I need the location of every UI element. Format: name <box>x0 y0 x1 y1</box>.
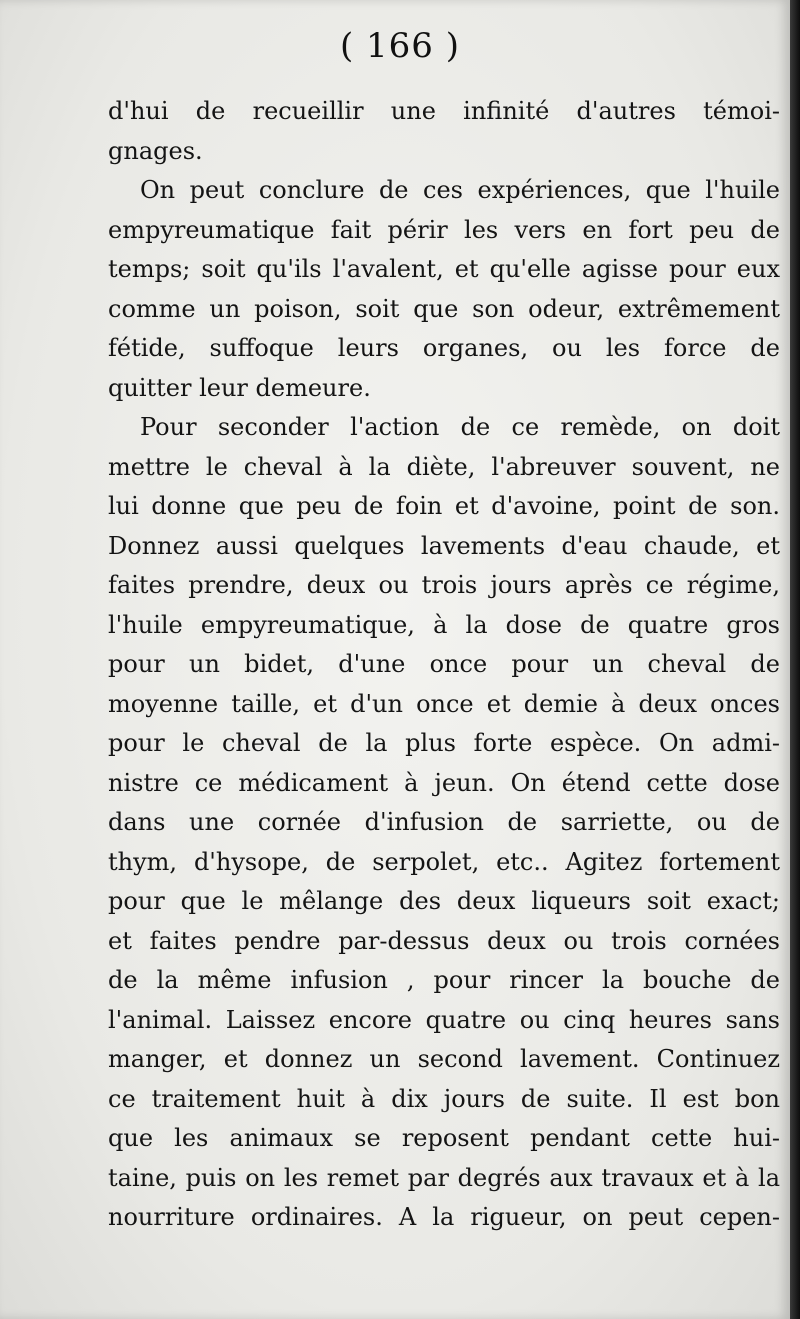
text-line: dans une cornée d'infusion de sarriette, ou de <box>108 808 780 836</box>
text-line: faites prendre, deux ou trois jours après ce régime, <box>108 571 780 599</box>
text-line: pour un bidet, d'une once pour un cheval de <box>108 650 780 678</box>
text-line: l'animal. Laissez encore quatre ou cinq heures sans <box>108 1005 780 1034</box>
text-line: mettre le cheval à la diète, l'abreuver souvent, ne <box>108 452 780 481</box>
page-edge-shadow <box>790 0 800 1319</box>
text-line: moyenne taille, et d'un once et demie à deux onces <box>108 689 780 718</box>
text-line: quitter leur demeure. <box>108 373 371 402</box>
text-line: nourriture ordinaires. A la rigueur, on peut cepen- <box>108 1203 780 1231</box>
text-line: comme un poison, soit que son odeur, extrêmement <box>108 294 780 323</box>
text-line: d'hui de recueillir une infinité d'autres témoi- <box>108 97 780 125</box>
text-line: temps; soit qu'ils l'avalent, et qu'elle agisse pour eux <box>108 255 780 283</box>
text-line: On peut conclure de ces expériences, que l'huile <box>140 176 780 204</box>
text-line: pour le cheval de la plus forte espèce. On admi- <box>108 729 780 757</box>
text-line: et faites pendre par-dessus deux ou trois cornées <box>108 926 780 955</box>
text-line: lui donne que peu de foin et d'avoine, point de son. <box>108 492 780 520</box>
text-line: l'huile empyreumatique, à la dose de quatre gros <box>108 610 780 639</box>
text-line: ce traitement huit à dix jours de suite. Il est bon <box>108 1084 780 1113</box>
text-line: nistre ce médicament à jeun. On étend cette dose <box>108 768 780 797</box>
text-line: pour que le mêlange des deux liqueurs soit exact; <box>108 887 780 915</box>
text-line: taine, puis on les remet par degrés aux travaux et à la <box>108 1163 780 1192</box>
text-line: Donnez aussi quelques lavements d'eau chaude, et <box>108 531 780 560</box>
text-line: fétide, suffoque leurs organes, ou les force de <box>108 334 780 362</box>
text-line: de la même infusion , pour rincer la bouche de <box>108 966 780 994</box>
text-line: empyreumatique fait périr les vers en fort peu de <box>108 215 780 244</box>
text-line: thym, d'hysope, de serpolet, etc.. Agitez fortement <box>108 847 780 876</box>
text-line: manger, et donnez un second lavement. Continuez <box>108 1045 780 1073</box>
page-number: ( 166 ) <box>339 26 461 66</box>
body-text <box>108 92 780 1238</box>
text-line: que les animaux se reposent pendant cette hui- <box>108 1124 780 1152</box>
text-line: gnages. <box>108 136 203 165</box>
text-line: Pour seconder l'action de ce remède, on doit <box>140 413 780 441</box>
